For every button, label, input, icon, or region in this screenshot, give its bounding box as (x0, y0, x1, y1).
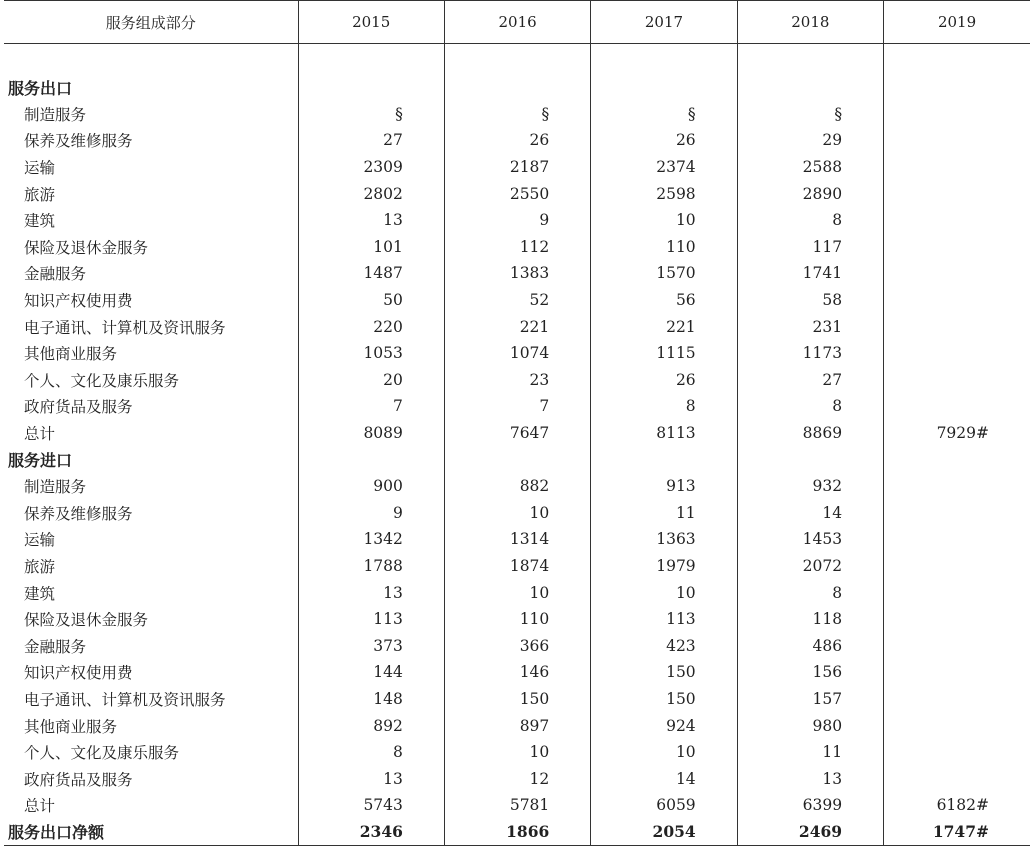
exports-section-title: 服务出口 (8, 78, 73, 98)
empty-cell (298, 446, 444, 473)
table-row (4, 632, 1030, 659)
value-cell: 221 (591, 313, 737, 340)
value-cell (884, 526, 1030, 553)
table-row (4, 712, 1030, 739)
empty-cell (884, 446, 1030, 473)
row-label: 其他商业服务 (24, 345, 118, 364)
row-label: 知识产权使用费 (24, 664, 133, 683)
value-cell (884, 367, 1030, 394)
value-cell: 1741 (737, 260, 883, 287)
value-cell: 7929# (884, 420, 1030, 447)
value-cell (884, 739, 1030, 766)
row-label: 制造服务 (24, 478, 87, 497)
row-label: 知识产权使用费 (24, 292, 133, 311)
header-row (4, 1, 1030, 44)
value-cell: 13 (298, 579, 444, 606)
value-cell (884, 606, 1030, 633)
value-cell: 2802 (298, 180, 444, 207)
value-cell (884, 500, 1030, 527)
value-cell: 7 (298, 393, 444, 420)
value-cell: 2588 (737, 154, 883, 181)
value-cell: 2309 (298, 154, 444, 181)
value-cell: § (444, 101, 590, 128)
header-label: 服务组成部分 (4, 1, 298, 44)
value-cell: 1788 (298, 553, 444, 580)
value-cell: 150 (591, 659, 737, 686)
value-cell: 897 (444, 712, 590, 739)
net-value-cell: 2346 (298, 819, 444, 846)
value-cell: 11 (737, 739, 883, 766)
value-cell: 2072 (737, 553, 883, 580)
empty-cell (444, 446, 590, 473)
value-cell: 157 (737, 686, 883, 713)
value-cell: 27 (737, 367, 883, 394)
value-cell: 913 (591, 473, 737, 500)
table-row (4, 393, 1030, 420)
value-cell: 366 (444, 632, 590, 659)
value-cell: 9 (298, 500, 444, 527)
value-cell (884, 393, 1030, 420)
table-row (4, 207, 1030, 234)
value-cell: § (298, 101, 444, 128)
value-cell: 10 (591, 579, 737, 606)
value-cell: 1487 (298, 260, 444, 287)
table-header (4, 1, 1030, 44)
value-cell (884, 765, 1030, 792)
value-cell: 8 (591, 393, 737, 420)
table-row (4, 340, 1030, 367)
table-row (4, 792, 1030, 819)
value-cell (884, 632, 1030, 659)
table-row (4, 500, 1030, 527)
net-value-cell: 1866 (444, 819, 590, 846)
value-cell: 1053 (298, 340, 444, 367)
row-label: 个人、文化及康乐服务 (24, 371, 180, 390)
value-cell: 156 (737, 659, 883, 686)
empty-cell (737, 74, 883, 101)
value-cell: 8869 (737, 420, 883, 447)
value-cell: 882 (444, 473, 590, 500)
value-cell: § (737, 101, 883, 128)
value-cell: 8113 (591, 420, 737, 447)
value-cell: 14 (737, 500, 883, 527)
table-row (4, 154, 1030, 181)
value-cell: 8 (737, 579, 883, 606)
table-row (4, 765, 1030, 792)
value-cell: 112 (444, 234, 590, 261)
value-cell: 110 (444, 606, 590, 633)
value-cell: 2550 (444, 180, 590, 207)
value-cell (884, 473, 1030, 500)
value-cell: 924 (591, 712, 737, 739)
value-cell: § (591, 101, 737, 128)
value-cell: 7647 (444, 420, 590, 447)
value-cell (884, 234, 1030, 261)
value-cell: 1342 (298, 526, 444, 553)
net-value-cell: 2054 (591, 819, 737, 846)
imports-section-title: 服务进口 (8, 451, 73, 471)
value-cell: 10 (444, 500, 590, 527)
table-row (4, 260, 1030, 287)
table-row (4, 739, 1030, 766)
value-cell: 1363 (591, 526, 737, 553)
value-cell: 5781 (444, 792, 590, 819)
value-cell: 8 (737, 207, 883, 234)
value-cell: 10 (444, 739, 590, 766)
table-row (4, 659, 1030, 686)
table-row (4, 234, 1030, 261)
value-cell: 8089 (298, 420, 444, 447)
table-body (4, 44, 1030, 846)
value-cell: 231 (737, 313, 883, 340)
value-cell (884, 686, 1030, 713)
row-label: 金融服务 (24, 637, 87, 656)
value-cell: 1115 (591, 340, 737, 367)
value-cell (884, 207, 1030, 234)
value-cell (884, 101, 1030, 128)
value-cell: 11 (591, 500, 737, 527)
empty-cell (737, 446, 883, 473)
value-cell: 29 (737, 127, 883, 154)
row-label: 保险及退休金服务 (24, 611, 149, 630)
value-cell: 27 (298, 127, 444, 154)
value-cell: 150 (591, 686, 737, 713)
value-cell: 10 (444, 579, 590, 606)
value-cell: 8 (737, 393, 883, 420)
table-row (4, 287, 1030, 314)
spacer-row (4, 44, 1030, 75)
imports-section-heading (4, 446, 1030, 473)
row-label: 个人、文化及康乐服务 (24, 744, 180, 763)
header-year-2017: 2017 (591, 1, 737, 44)
row-label: 制造服务 (24, 105, 87, 124)
table-row (4, 526, 1030, 553)
row-label: 政府货品及服务 (24, 770, 133, 789)
value-cell: 900 (298, 473, 444, 500)
row-label: 建筑 (24, 584, 56, 603)
header-year-2019: 2019 (884, 1, 1030, 44)
value-cell: 1979 (591, 553, 737, 580)
value-cell: 10 (591, 207, 737, 234)
empty-cell (591, 446, 737, 473)
value-cell (884, 260, 1030, 287)
value-cell: 13 (298, 765, 444, 792)
value-cell: 110 (591, 234, 737, 261)
value-cell: 56 (591, 287, 737, 314)
value-cell: 2890 (737, 180, 883, 207)
value-cell: 7 (444, 393, 590, 420)
value-cell: 892 (298, 712, 444, 739)
value-cell: 2598 (591, 180, 737, 207)
header-year-2016: 2016 (444, 1, 590, 44)
value-cell (884, 287, 1030, 314)
row-label: 保养及维修服务 (24, 504, 133, 523)
value-cell: 144 (298, 659, 444, 686)
services-trade-table (4, 0, 1030, 846)
table-row (4, 579, 1030, 606)
value-cell: 14 (591, 765, 737, 792)
value-cell: 1453 (737, 526, 883, 553)
value-cell: 221 (444, 313, 590, 340)
value-cell: 20 (298, 367, 444, 394)
header-year-2018: 2018 (737, 1, 883, 44)
table-row (4, 101, 1030, 128)
value-cell: 113 (591, 606, 737, 633)
table-row (4, 553, 1030, 580)
empty-cell (444, 74, 590, 101)
row-label: 金融服务 (24, 265, 87, 284)
value-cell: 26 (444, 127, 590, 154)
table-row (4, 180, 1030, 207)
value-cell: 12 (444, 765, 590, 792)
header-year-2015: 2015 (298, 1, 444, 44)
net-value-cell: 1747# (884, 819, 1030, 846)
value-cell: 101 (298, 234, 444, 261)
exports-section-heading (4, 74, 1030, 101)
value-cell: 8 (298, 739, 444, 766)
value-cell (884, 154, 1030, 181)
value-cell: 1570 (591, 260, 737, 287)
value-cell: 146 (444, 659, 590, 686)
value-cell: 6059 (591, 792, 737, 819)
table-row (4, 420, 1030, 447)
row-label: 运输 (24, 531, 56, 550)
value-cell (884, 127, 1030, 154)
value-cell: 980 (737, 712, 883, 739)
value-cell: 220 (298, 313, 444, 340)
value-cell: 1173 (737, 340, 883, 367)
table-row (4, 367, 1030, 394)
empty-cell (884, 74, 1030, 101)
value-cell (884, 340, 1030, 367)
row-label: 电子通讯、计算机及资讯服务 (24, 690, 226, 709)
value-cell: 2187 (444, 154, 590, 181)
value-cell: 1314 (444, 526, 590, 553)
row-label: 旅游 (24, 557, 56, 576)
row-label: 总计 (24, 797, 56, 816)
value-cell (884, 659, 1030, 686)
value-cell: 6399 (737, 792, 883, 819)
net-value-cell: 2469 (737, 819, 883, 846)
value-cell: 10 (591, 739, 737, 766)
value-cell: 148 (298, 686, 444, 713)
value-cell (884, 313, 1030, 340)
value-cell: 373 (298, 632, 444, 659)
value-cell: 1074 (444, 340, 590, 367)
row-label: 政府货品及服务 (24, 398, 133, 417)
value-cell: 486 (737, 632, 883, 659)
row-label: 运输 (24, 159, 56, 178)
net-exports-label: 服务出口净额 (4, 819, 298, 846)
value-cell (884, 712, 1030, 739)
value-cell: 5743 (298, 792, 444, 819)
row-label: 建筑 (24, 212, 56, 231)
value-cell: 13 (737, 765, 883, 792)
row-label: 旅游 (24, 185, 56, 204)
value-cell: 26 (591, 127, 737, 154)
value-cell: 150 (444, 686, 590, 713)
row-label: 其他商业服务 (24, 717, 118, 736)
value-cell: 50 (298, 287, 444, 314)
table-row (4, 606, 1030, 633)
value-cell: 117 (737, 234, 883, 261)
value-cell: 6182# (884, 792, 1030, 819)
row-label: 电子通讯、计算机及资讯服务 (24, 318, 226, 337)
table-row (4, 313, 1030, 340)
value-cell: 2374 (591, 154, 737, 181)
net-exports-row (4, 819, 1030, 846)
value-cell: 1383 (444, 260, 590, 287)
value-cell: 113 (298, 606, 444, 633)
value-cell: 423 (591, 632, 737, 659)
value-cell (884, 180, 1030, 207)
row-label: 保养及维修服务 (24, 132, 133, 151)
value-cell (884, 553, 1030, 580)
value-cell: 118 (737, 606, 883, 633)
table-row (4, 127, 1030, 154)
value-cell: 52 (444, 287, 590, 314)
value-cell: 932 (737, 473, 883, 500)
empty-cell (298, 74, 444, 101)
empty-cell (591, 74, 737, 101)
value-cell (884, 579, 1030, 606)
value-cell: 1874 (444, 553, 590, 580)
value-cell: 58 (737, 287, 883, 314)
value-cell: 26 (591, 367, 737, 394)
table-row (4, 473, 1030, 500)
row-label: 保险及退休金服务 (24, 238, 149, 257)
row-label: 总计 (24, 425, 56, 444)
value-cell: 13 (298, 207, 444, 234)
value-cell: 9 (444, 207, 590, 234)
table-row (4, 686, 1030, 713)
value-cell: 23 (444, 367, 590, 394)
